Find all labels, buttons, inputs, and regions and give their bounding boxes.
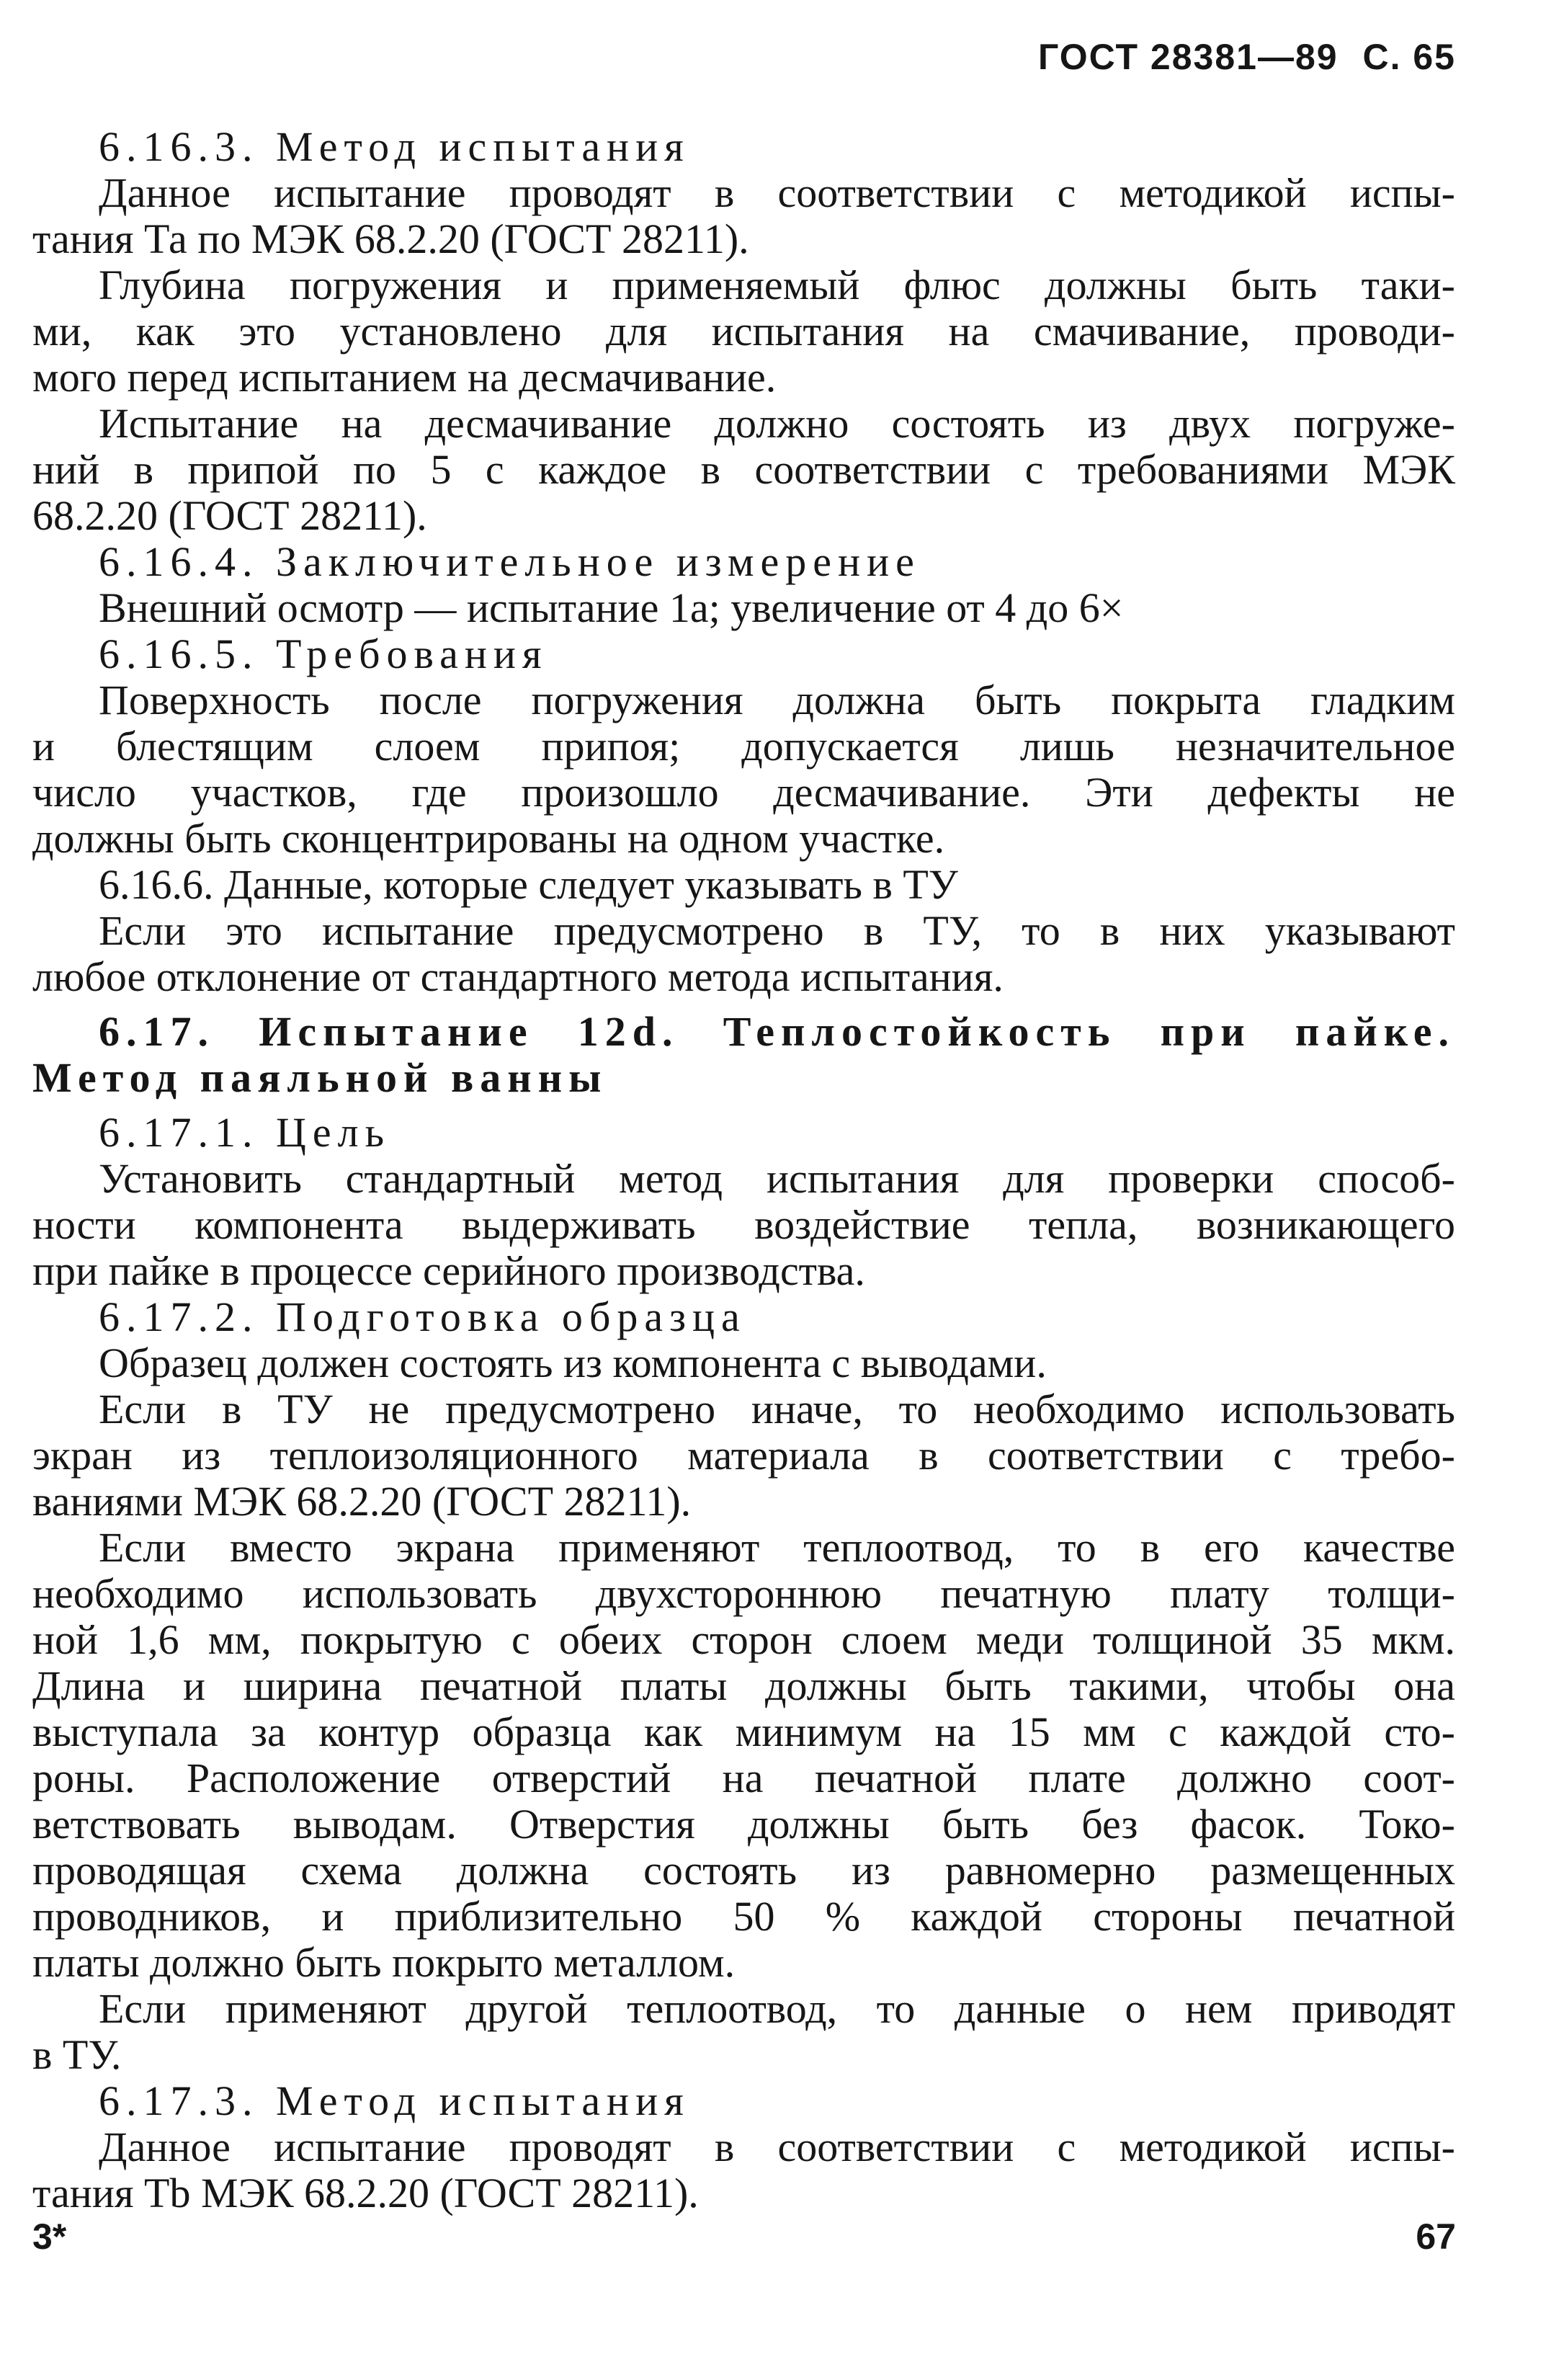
text-line: Если это испытание предусмотрено в ТУ, то в них указывают: [99, 907, 1455, 954]
text-line: 6.16.5. Требования: [99, 630, 548, 677]
text-line: выступала за контур образца как минимум на 15 мм с каждой сто-: [32, 1708, 1455, 1755]
text-line: любое отклонение от стандартного метода испытания.: [32, 953, 1004, 1000]
running-header: [1025, 36, 1456, 78]
text-line: ваниями МЭК 68.2.20 (ГОСТ 28211).: [32, 1478, 692, 1525]
text-line: мого перед испытанием на десмачивание.: [32, 354, 777, 401]
text-line: Внешний осмотр — испытание 1а; увеличение от 4 до 6×: [99, 584, 1124, 631]
text-line: ветствовать выводам. Отверстия должны быть без фасок. Токо-: [32, 1801, 1455, 1848]
text-line: экран из теплоизоляционного материала в соответствии с требо-: [32, 1432, 1455, 1479]
text-line: ной 1,6 мм, покрытую с обеих сторон слоем меди толщиной 35 мкм.: [32, 1616, 1455, 1663]
text-line: необходимо использовать двухстороннюю печатную плату толщи-: [32, 1570, 1455, 1617]
text-line: ний в припой по 5 с каждое в соответствии с требованиями МЭК: [32, 446, 1455, 493]
text-line: 6.17.3. Метод испытания: [99, 2077, 690, 2124]
text-line: Если вместо экрана применяют теплоотвод, то в его качестве: [99, 1524, 1455, 1571]
text-line: проводников, и приблизительно 50 % каждой стороны печатной: [32, 1893, 1455, 1940]
text-line: ности компонента выдерживать воздействие тепла, возникающего: [32, 1201, 1455, 1248]
text-line: Если применяют другой теплоотвод, то данные о нем приводят: [99, 1985, 1455, 2032]
text-line: проводящая схема должна состоять из равномерно размещенных: [32, 1847, 1455, 1894]
text-line: 6.17.2. Подготовка образца: [99, 1293, 746, 1340]
page-number: 67: [1416, 2216, 1456, 2257]
text-line: Метод паяльной ванны: [32, 1054, 608, 1101]
text-line: при пайке в процессе серийного производства.: [32, 1247, 865, 1294]
text-line: Испытание на десмачивание должно состоять из двух погруже-: [99, 400, 1455, 447]
text-line: Длина и ширина печатной платы должны быть такими, чтобы она: [32, 1662, 1455, 1709]
text-line: число участков, где произошло десмачивание. Эти дефекты не: [32, 769, 1455, 816]
text-line: 6.16.3. Метод испытания: [99, 123, 690, 170]
text-line: Установить стандартный метод испытания для проверки способ-: [99, 1155, 1455, 1202]
text-line: 6.17. Испытание 12d. Теплостойкость при пайке.: [99, 1008, 1455, 1055]
standard-code: ГОСТ 28381—89: [1038, 37, 1339, 77]
text-line: 6.16.6. Данные, которые следует указывать в ТУ: [99, 861, 958, 908]
text-line: Глубина погружения и применяемый флюс должны быть таки-: [99, 262, 1455, 308]
printer-signature: 3*: [32, 2216, 67, 2257]
text-line: Если в ТУ не предусмотрено иначе, то необходимо использовать: [99, 1386, 1455, 1432]
text-line: ми, как это установлено для испытания на смачивание, проводи-: [32, 308, 1455, 355]
text-line: должны быть сконцентрированы на одном участке.: [32, 815, 945, 862]
text-line: Поверхность после погружения должна быть покрыта гладким: [99, 677, 1455, 723]
text-line: тания Tb МЭК 68.2.20 (ГОСТ 28211).: [32, 2170, 699, 2216]
text-line: тания Та по МЭК 68.2.20 (ГОСТ 28211).: [32, 215, 749, 262]
text-line: платы должно быть покрыто металлом.: [32, 1939, 736, 1986]
body-text: [32, 124, 1455, 2216]
text-line: Данное испытание проводят в соответствии с методикой испы-: [99, 169, 1455, 216]
text-line: в ТУ.: [32, 2031, 122, 2078]
text-line: 6.17.1. Цель: [99, 1109, 391, 1156]
text-line: и блестящим слоем припоя; допускается лишь незначительное: [32, 723, 1455, 770]
text-line: Данное испытание проводят в соответствии с методикой испы-: [99, 2123, 1455, 2170]
header-page-label: С. 65: [1362, 37, 1456, 77]
text-line: 68.2.20 (ГОСТ 28211).: [32, 492, 427, 539]
text-line: роны. Расположение отверстий на печатной плате должно соот-: [32, 1755, 1455, 1801]
text-line: 6.16.4. Заключительное измерение: [99, 538, 921, 585]
text-line: Образец должен состоять из компонента с выводами.: [99, 1340, 1047, 1386]
